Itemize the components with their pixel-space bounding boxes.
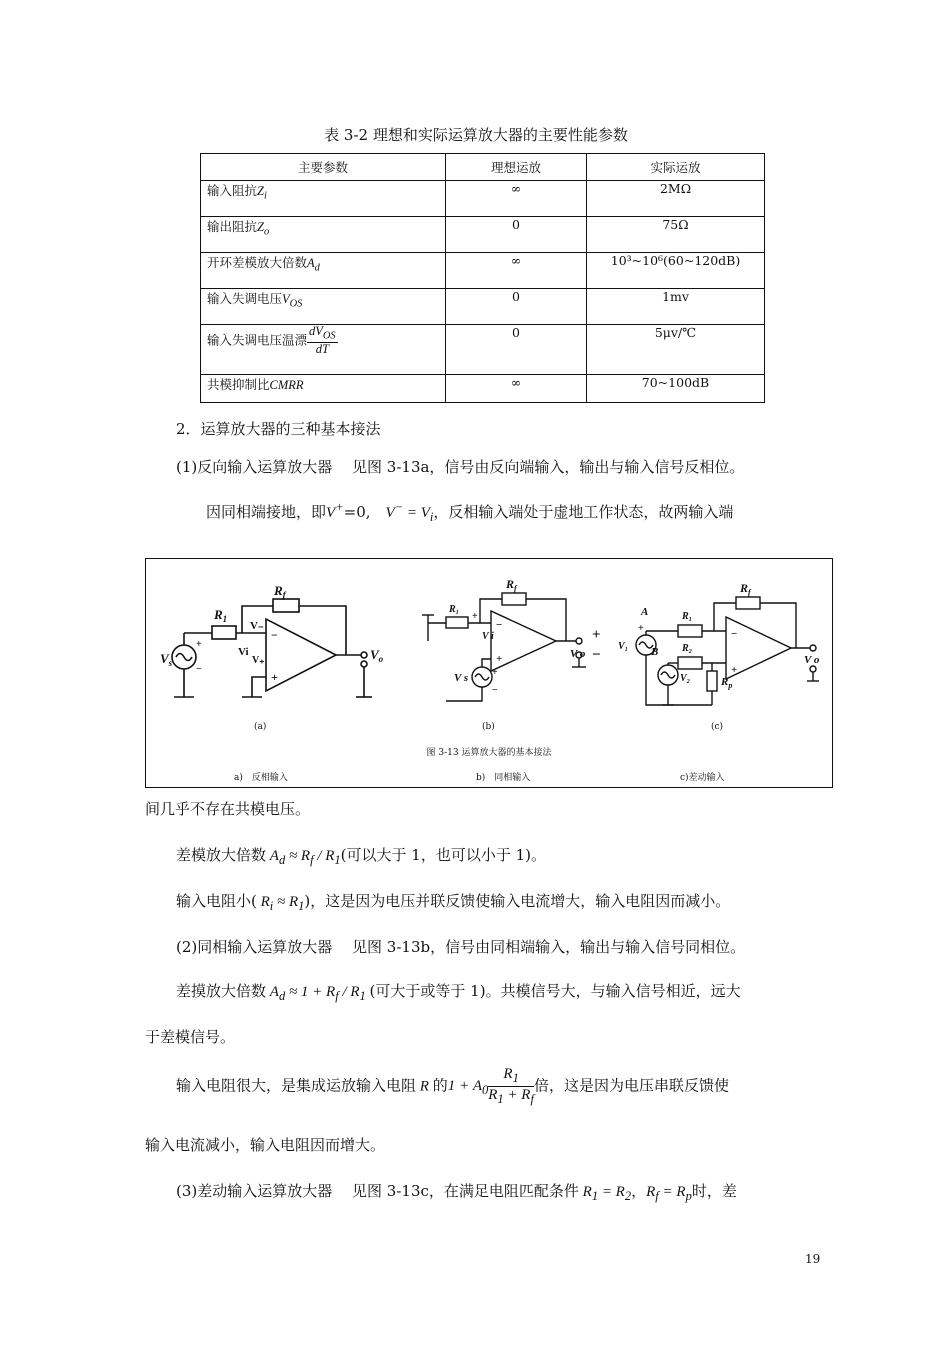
output-terminal-b: [576, 638, 582, 644]
formula-rf-eq-rp: $R_f = R_p$: [646, 1184, 692, 1203]
resistor-r1-b: [446, 617, 468, 628]
sublabel-b: (b): [482, 722, 495, 732]
param-name: 输入失调电压温漂: [207, 332, 308, 348]
resistor-r1-c: [678, 625, 702, 637]
output-b-minus: −: [592, 647, 601, 663]
opamp-a-plus: +: [271, 670, 278, 684]
formula-ri-approx-r1: $R_i \approx R_1$: [256, 894, 305, 913]
text-segment: ，: [631, 1182, 647, 1200]
param-name: 输出阻抗: [207, 219, 258, 234]
table-row: [201, 325, 765, 375]
header-parameter: 主要参数: [201, 154, 446, 181]
header-real: 实际运放: [587, 154, 765, 181]
ideal-value: ∞: [446, 181, 587, 217]
output-terminal-c: [810, 645, 816, 651]
table-row: [201, 217, 765, 253]
table-row: [201, 375, 765, 403]
label-vminus-a: V₋: [250, 620, 264, 632]
figure-caption-a: a) 反相输入: [234, 773, 288, 783]
fraction-numerator-subscript: OS: [322, 330, 336, 342]
label-r1-b: R₁: [449, 604, 460, 615]
param-symbol: Z: [257, 220, 264, 234]
label-vo-a: $V_o$: [370, 647, 384, 664]
text-segment: )，这是因为电压并联反馈使输入电流增大，输入电阻因而减小。: [304, 892, 731, 910]
paragraph-gain-inverting: [176, 844, 546, 868]
param-name-cell: [201, 181, 446, 217]
paragraph-input-resistance-large: [176, 1066, 729, 1107]
output-b-plus: +: [592, 627, 601, 643]
circuit-b-labels: [448, 577, 601, 696]
opamp-c-plus: +: [731, 664, 738, 676]
paragraph-gain-noninverting: [176, 980, 741, 1004]
label-v1-c: V₁: [618, 641, 629, 652]
real-value: 2MΩ: [587, 181, 765, 217]
circuit-b: [422, 593, 586, 701]
text-segment: 的: [432, 1076, 448, 1095]
symbol-r: R: [416, 1078, 433, 1095]
label-r1-a: $R_1$: [214, 607, 228, 624]
formula-1-plus-a0: $1 + A_0$: [447, 1078, 489, 1098]
source-b-minus: −: [492, 685, 498, 696]
text-segment: =0,: [343, 503, 386, 521]
text-segment: 输入电阻小(: [176, 892, 257, 910]
text-segment: ，反相输入端处于虚地工作状态，故两输入端: [433, 503, 734, 521]
label-r2-c: R₂: [682, 643, 693, 654]
paragraph-inverting: (1)反向输入运算放大器 见图 3-13a，信号由反向端输入，输出与输入信号反相位。: [176, 458, 745, 476]
figure-3-13: [145, 558, 833, 788]
real-value: 75Ω: [587, 217, 765, 253]
real-value: 1mv: [587, 289, 765, 325]
resistor-r1-a: [212, 626, 236, 639]
param-symbol: Z: [257, 184, 264, 198]
text-segment: (可大于或等于 1)。共模信号大，与输入信号相近，远大: [369, 982, 741, 1000]
source-a-plus: +: [196, 639, 202, 650]
table-row: [201, 253, 765, 289]
param-symbol: CMRR: [269, 378, 304, 392]
label-vo-c: V o: [804, 654, 820, 666]
param-name: 输入阻抗: [207, 183, 258, 198]
opamp-a-minus: −: [271, 628, 278, 642]
fraction-denominator: dT: [315, 341, 329, 356]
label-vplus-a: V₊: [252, 655, 265, 666]
opamp-b-plus: +: [496, 653, 503, 665]
param-name: 开环差模放大倍数: [207, 255, 308, 270]
param-symbol: V: [282, 292, 290, 306]
formula-resistor-ratio: $\frac{R_1}{R_1 + R_f}$: [488, 1066, 534, 1106]
resistor-rf-c: [736, 597, 760, 609]
ideal-value: 0: [446, 325, 587, 375]
source-b-plus: +: [492, 667, 498, 678]
figure-caption-b: b) 同相输入: [476, 773, 531, 783]
source-c-plus: +: [638, 623, 644, 634]
param-name: 共模抑制比: [207, 377, 270, 392]
text-segment: (可以大于 1，也可以小于 1)。: [340, 846, 547, 864]
param-name-cell: [201, 253, 446, 289]
text-segment: 因同相端接地，即: [206, 503, 327, 521]
ideal-value: 0: [446, 217, 587, 253]
ideal-value: 0: [446, 289, 587, 325]
table-row: [201, 181, 765, 217]
paragraph-input-resistance-small: [176, 890, 730, 914]
formula-gain-inverting: $A_d \approx R_f / R_1$: [266, 848, 341, 867]
param-name-cell: [201, 325, 446, 375]
resistor-rf-b: [502, 593, 526, 605]
ideal-value: ∞: [446, 253, 587, 289]
sublabel-a: (a): [254, 722, 267, 732]
label-r1-c: R₁: [682, 611, 693, 622]
paragraph-virtual-ground: [206, 500, 733, 525]
label-node-b: B: [651, 646, 659, 658]
header-ideal: 理想运放: [446, 154, 587, 181]
figure-caption-c: c)差动输入: [680, 773, 725, 783]
resistor-rf-a: [273, 599, 299, 612]
figure-title: 图 3-13 运算放大器的基本接法: [426, 748, 552, 758]
paragraph-common-mode: 间几乎不存在共模电压。: [145, 800, 311, 818]
label-rf-b: $R_f$: [506, 577, 517, 593]
formula-vminus: $V^- = V_i$: [385, 500, 434, 524]
real-value: 5μv/℃: [587, 325, 765, 375]
label-node-a: A: [641, 606, 649, 618]
output-terminal-a: [361, 652, 367, 658]
label-vs-b: V s: [454, 672, 469, 684]
param-subscript: i: [263, 190, 267, 202]
label-rf-c: $R_f$: [740, 581, 751, 597]
parameter-table: [200, 153, 765, 403]
source-a-minus: −: [196, 664, 202, 675]
label-rp-c: $R_p$: [721, 676, 733, 690]
param-name: 输入失调电压: [207, 291, 283, 306]
text-segment: 输入电阻很大，是集成运放输入电阻: [176, 1076, 417, 1095]
table-caption: 表 3-2 理想和实际运算放大器的主要性能参数: [324, 126, 628, 144]
param-name-cell: [201, 375, 446, 403]
fraction-numerator: dV: [309, 324, 323, 338]
formula-gain-noninverting: $A_d \approx 1 + R_f / R_1$: [266, 984, 366, 1003]
label-vs-a: $V_s$: [160, 651, 173, 668]
resistor-r2-c: [678, 657, 702, 669]
section-heading: 2．运算放大器的三种基本接法: [176, 420, 381, 438]
opamp-b-minus: −: [496, 619, 503, 631]
formula-vplus: V+: [326, 500, 344, 521]
text-segment: 差模放大倍数: [176, 846, 267, 864]
page-number: 19: [805, 1252, 821, 1266]
paragraph-input-current: 输入电流减小，输入电阻因而增大。: [145, 1136, 386, 1154]
text-segment: 时，差: [691, 1182, 737, 1200]
real-value: 10³~10⁶(60~120dB): [587, 253, 765, 289]
param-subscript: o: [263, 226, 270, 238]
table-row: [201, 289, 765, 325]
sublabel-c: (c): [711, 722, 724, 732]
formula-r1-eq-r2: $R_1 = R_2$: [578, 1184, 632, 1203]
param-subscript: d: [314, 262, 320, 274]
param-subscript: OS: [289, 298, 303, 310]
real-value: 70~100dB: [587, 375, 765, 403]
opamp-c-minus: −: [731, 628, 738, 640]
paragraph-noninverting: (2)同相输入运算放大器 见图 3-13b，信号由同相端输入，输出与输入信号同相位。: [176, 938, 746, 956]
resistor-rp-c: [707, 671, 717, 691]
param-symbol: A: [307, 256, 315, 270]
param-name-cell: [201, 217, 446, 253]
label-v2-c: V₂: [680, 673, 691, 684]
ideal-value: ∞: [446, 375, 587, 403]
label-rf-a: $R_f$: [274, 583, 286, 600]
paragraph-differential: [176, 1180, 737, 1204]
paragraph-diff-signal: 于差模信号。: [145, 1028, 236, 1046]
label-vo-b: V o: [570, 648, 586, 660]
label-vi-a: Vi: [238, 646, 249, 658]
table-header-row: [201, 154, 765, 181]
text-segment: (3)差动输入运算放大器 见图 3-13c，在满足电阻匹配条件: [176, 1182, 579, 1200]
label-vi-b: V i: [482, 631, 494, 642]
drift-fraction: [307, 325, 338, 357]
param-name-cell: [201, 289, 446, 325]
text-segment: 差摸放大倍数: [176, 982, 267, 1000]
text-segment: 倍，这是因为电压串联反馈使: [533, 1076, 729, 1095]
node-b-plus-mark: +: [472, 611, 478, 622]
